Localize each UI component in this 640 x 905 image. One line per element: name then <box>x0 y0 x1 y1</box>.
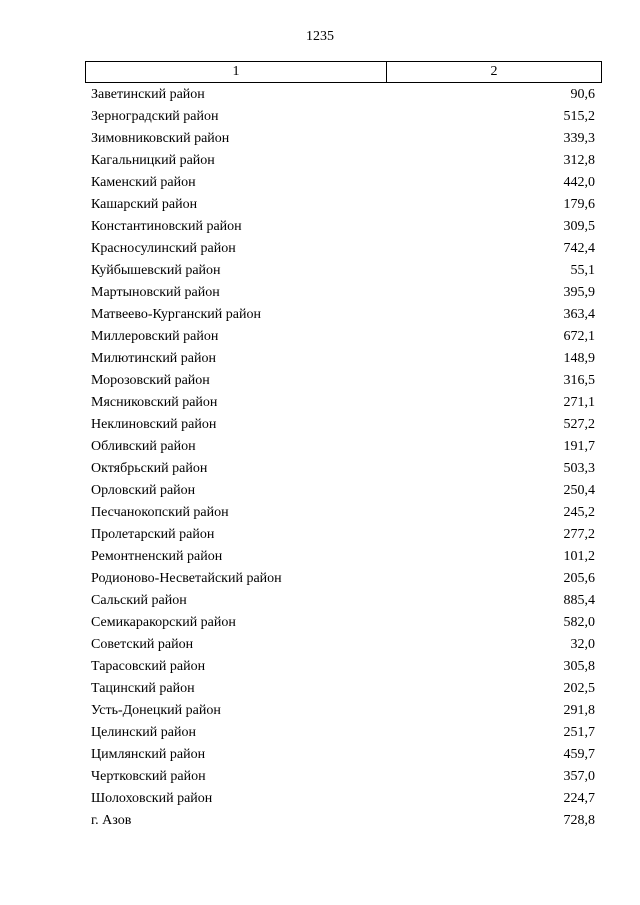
district-name: Шолоховский район <box>91 791 213 806</box>
district-name: Советский район <box>91 637 194 652</box>
table-row <box>91 172 595 194</box>
district-name: Обливский район <box>91 439 196 454</box>
table-row <box>91 612 595 634</box>
table-row <box>91 678 595 700</box>
district-name: Цимлянский район <box>91 747 206 762</box>
table-row <box>91 634 595 656</box>
table-row <box>91 106 595 128</box>
district-name: Милютинский район <box>91 351 217 366</box>
table-row <box>91 568 595 590</box>
district-name: Морозовский район <box>91 373 210 388</box>
district-name: Каменский район <box>91 175 196 190</box>
district-value: 205,6 <box>563 571 595 586</box>
table-header <box>85 61 602 83</box>
district-value: 191,7 <box>563 439 595 454</box>
district-value: 101,2 <box>563 549 595 564</box>
page-number: 1235 <box>306 29 334 44</box>
district-name: Миллеровский район <box>91 329 219 344</box>
table-row <box>91 414 595 436</box>
table-row <box>91 458 595 480</box>
district-name: Семикаракорский район <box>91 615 236 630</box>
table-row <box>91 788 595 810</box>
district-value: 459,7 <box>563 747 595 762</box>
table-row <box>91 524 595 546</box>
district-name: Мясниковский район <box>91 395 218 410</box>
district-value: 582,0 <box>563 615 595 630</box>
district-name: Зимовниковский район <box>91 131 230 146</box>
district-name: Мартыновский район <box>91 285 220 300</box>
district-value: 339,3 <box>563 131 595 146</box>
district-value: 245,2 <box>563 505 595 520</box>
district-name: Орловский район <box>91 483 196 498</box>
district-value: 316,5 <box>563 373 595 388</box>
table-row <box>91 590 595 612</box>
district-name: Целинский район <box>91 725 196 740</box>
table-row <box>91 656 595 678</box>
district-value: 179,6 <box>563 197 595 212</box>
district-value: 271,1 <box>563 395 595 410</box>
district-name: Красносулинский район <box>91 241 236 256</box>
district-name: Сальский район <box>91 593 187 608</box>
district-value: 250,4 <box>563 483 595 498</box>
table-row <box>91 700 595 722</box>
table-row <box>91 480 595 502</box>
district-value: 277,2 <box>563 527 595 542</box>
table-row <box>91 722 595 744</box>
district-name: Октябрьский район <box>91 461 208 476</box>
district-value: 32,0 <box>570 637 595 652</box>
column-header-2: 2 <box>387 62 602 83</box>
district-value: 251,7 <box>563 725 595 740</box>
district-value: 224,7 <box>563 791 595 806</box>
district-value: 357,0 <box>563 769 595 784</box>
district-value: 885,4 <box>563 593 595 608</box>
district-name: Кашарский район <box>91 197 198 212</box>
table-row <box>91 546 595 568</box>
district-name: Неклиновский район <box>91 417 217 432</box>
district-value: 672,1 <box>563 329 595 344</box>
district-value: 148,9 <box>563 351 595 366</box>
table-row <box>91 282 595 304</box>
table-row <box>91 326 595 348</box>
table-row <box>91 744 595 766</box>
table-row <box>91 128 595 150</box>
table-row <box>91 238 595 260</box>
table-row <box>91 392 595 414</box>
table-row <box>91 84 595 106</box>
district-value: 527,2 <box>563 417 595 432</box>
district-value: 312,8 <box>563 153 595 168</box>
table-row <box>91 810 595 832</box>
table-row <box>91 216 595 238</box>
table-row <box>91 150 595 172</box>
district-value: 442,0 <box>563 175 595 190</box>
district-name: Тарасовский район <box>91 659 206 674</box>
district-name: Матвеево-Курганский район <box>91 307 261 322</box>
district-name: Константиновский район <box>91 219 242 234</box>
column-header-1: 1 <box>86 62 387 83</box>
district-name: Чертковский район <box>91 769 206 784</box>
table-header-row <box>86 62 602 83</box>
table-row <box>91 502 595 524</box>
district-value: 503,3 <box>563 461 595 476</box>
district-name: Пролетарский район <box>91 527 215 542</box>
table-row <box>91 766 595 788</box>
district-value: 202,5 <box>563 681 595 696</box>
district-value: 90,6 <box>570 87 595 102</box>
district-name: Усть-Донецкий район <box>91 703 221 718</box>
table-row <box>91 348 595 370</box>
district-name: Родионово-Несветайский район <box>91 571 282 586</box>
district-name: Кагальницкий район <box>91 153 215 168</box>
district-name: Ремонтненский район <box>91 549 223 564</box>
district-value: 395,9 <box>563 285 595 300</box>
table-row <box>91 194 595 216</box>
district-value: 363,4 <box>563 307 595 322</box>
table-row <box>91 304 595 326</box>
table-row <box>91 370 595 392</box>
table-row <box>91 260 595 282</box>
district-value: 309,5 <box>563 219 595 234</box>
district-value: 742,4 <box>563 241 595 256</box>
table-body <box>91 84 595 832</box>
district-value: 55,1 <box>570 263 595 278</box>
district-value: 291,8 <box>563 703 595 718</box>
district-value: 515,2 <box>563 109 595 124</box>
district-name: Зерноградский район <box>91 109 219 124</box>
district-value: 728,8 <box>563 813 595 828</box>
district-name: Куйбышевский район <box>91 263 221 278</box>
district-name: Тацинский район <box>91 681 195 696</box>
district-name: г. Азов <box>91 813 132 828</box>
district-value: 305,8 <box>563 659 595 674</box>
table-row <box>91 436 595 458</box>
district-name: Заветинский район <box>91 87 205 102</box>
district-name: Песчанокопский район <box>91 505 229 520</box>
